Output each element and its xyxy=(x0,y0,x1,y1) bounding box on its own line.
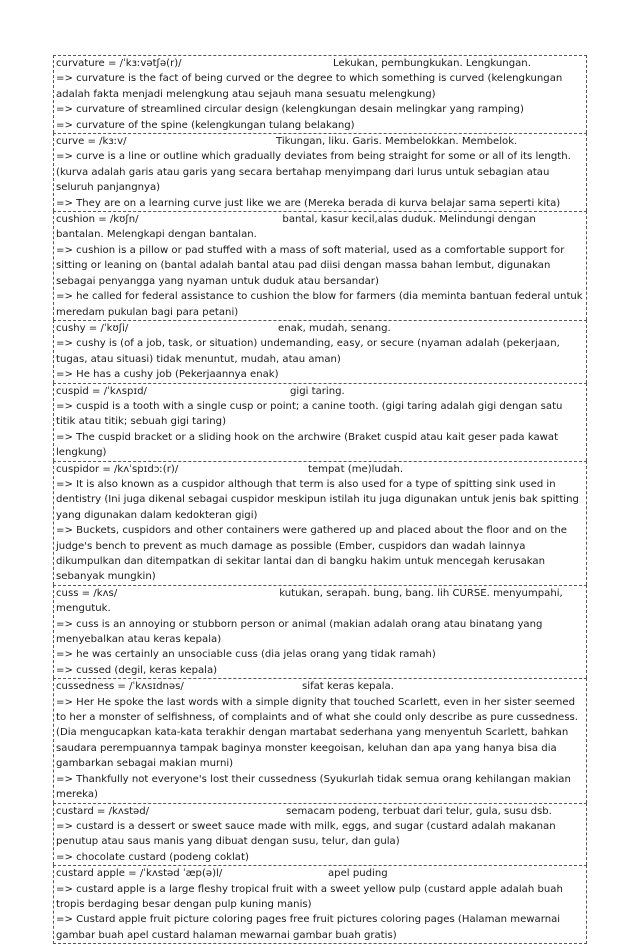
entry-term: custard = /kʌstəd/ xyxy=(56,805,150,817)
entry-line: => Custard apple fruit picture coloring pages free fruit pictures coloring pages (Halaman mewarnai gambar buah apel custard halaman mewarnai gambar buah gratis) xyxy=(56,914,561,941)
entry-head xyxy=(56,679,584,694)
entry-meaning: sifat keras kepala. xyxy=(302,681,394,693)
entry-line: => curvature of streamlined circular design (kelengkungan desain melingkar yang ramping) xyxy=(56,104,524,116)
entry-head xyxy=(56,804,584,819)
entry-head xyxy=(56,384,584,399)
entry-line: => cuspid is a tooth with a single cusp or point; a canine tooth. (gigi taring adalah gigi dengan satu titik atau titik; sebuah gigi taring) xyxy=(56,400,563,428)
entry-custard-apple xyxy=(53,865,587,944)
entry-head xyxy=(56,866,584,881)
entry-meaning: Lekukan, pembungkukan. Lengkungan. xyxy=(333,58,531,69)
dictionary-page xyxy=(53,55,587,944)
entry-head xyxy=(56,586,584,617)
entry-cuss xyxy=(53,585,587,678)
entry-line: => He has a cushy job (Pekerjaannya enak) xyxy=(56,369,279,381)
entry-meaning: kutukan, serapah. bung, bang. lih CURSE. menyumpahi, mengutuk. xyxy=(56,587,563,615)
entry-line: => Her He spoke the last words with a simple dignity that touched Scarlett, even in her sister seemed to her a monster of selfishness, of complaints and of what she could only describe as pure cussedness. (Dia mengucapkan kata-kata terakhir dengan martabat sederhana yang menyentuh Scarlett, bahkan saudara perempuannya tampak baginya monster keegoisan, keluhan dan apa yang hanya bisa dia gambarkan sebagai makian murni) xyxy=(56,696,578,770)
entry-line: => curve is a line or outline which gradually deviates from being straight for some or all of its length. (kurva adalah garis atau garis yang secara bertahap menyimpang dari lurus untuk sebagian atau seluruh panjangnya) xyxy=(56,151,571,194)
entry-meaning: Tikungan, liku. Garis. Membelokkan. Membelok. xyxy=(276,136,518,148)
entry-cushy xyxy=(53,320,587,383)
entry-head xyxy=(56,134,584,149)
entry-line: => Buckets, cuspidors and other containers were gathered up and placed about the floor and on the judge's bench to prevent as much damage as possible (Ember, cuspidors dan wadah lainnya dikumpulkan dan ditempatkan di sekitar lantai dan di bangku hakim untuk mencegah kerusakan sebanyak mungkin) xyxy=(56,525,567,583)
entry-term: cuspidor = /kʌˈspɪdɔː(r)/ xyxy=(56,463,179,475)
entry-term: curve = /kɜːv/ xyxy=(56,136,127,148)
entry-term: curvature = /ˈkɜːvətʃə(r)/ xyxy=(56,58,182,69)
entry-line: => custard is a dessert or sweet sauce made with milk, eggs, and sugar (custard adalah makanan penutup atau saus manis yang dibuat dengan susu, telur, dan gula) xyxy=(56,820,556,848)
entry-term: custard apple = /ˈkʌstəd ˈæp(ə)l/ xyxy=(56,868,223,880)
entry-line: => cussed (degil, keras kepala) xyxy=(56,664,218,676)
entry-line: => They are on a learning curve just like we are (Mereka berada di kurva belajar sama seperti kita) xyxy=(56,197,561,209)
entry-meaning: apel puding xyxy=(328,868,388,880)
entry-curvature xyxy=(53,55,587,133)
entry-line: => curvature of the spine (kelengkungan tulang belakang) xyxy=(56,119,355,131)
entry-term: cussedness = /ˈkʌsɪdnəs/ xyxy=(56,681,184,693)
entry-line: => It is also known as a cuspidor although that term is also used for a type of spitting sink used in dentistry (Ini juga dikenal sebagai cuspidor meskipun istilah itu juga digunakan untuk jenis bak spitting yang digunakan dalam kedokteran gigi) xyxy=(56,478,579,521)
entry-meaning: tempat (me)ludah. xyxy=(308,463,404,475)
entry-line: => The cuspid bracket or a sliding hook on the archwire (Braket cuspid atau kait geser pada kawat lengkung) xyxy=(56,431,559,459)
entry-line: => curvature is the fact of being curved or the degree to which something is curved (kelengkungan adalah fakta menjadi melengkung atau sejauh mana sesuatu melengkung) xyxy=(56,73,563,100)
entry-meaning: bantal, kasur kecil,alas duduk. Melindungi dengan bantalan. Melengkapi dengan bantalan. xyxy=(56,214,536,241)
entry-line: => he was certainly an unsociable cuss (dia jelas orang yang tidak ramah) xyxy=(56,649,436,661)
entry-line: => he called for federal assistance to cushion the blow for farmers (dia meminta bantuan federal untuk meredam pukulan bagi para petani) xyxy=(56,291,583,318)
entry-term: cuss = /kʌs/ xyxy=(56,587,118,599)
entry-head xyxy=(56,212,584,243)
entry-line: => cuss is an annoying or stubborn person or animal (makian adalah orang atau binatang yang menyebalkan atau keras kepala) xyxy=(56,618,543,646)
entry-meaning: semacam podeng, terbuat dari telur, gula, susu dsb. xyxy=(286,805,552,817)
entry-meaning: gigi taring. xyxy=(290,385,345,397)
entry-line: => cushy is (of a job, task, or situation) undemanding, easy, or secure (nyaman adalah (pekerjaan, tugas, atau situasi) tidak menuntut, mudah, atau aman) xyxy=(56,338,560,365)
entry-head xyxy=(56,56,584,71)
entry-line: => chocolate custard (podeng coklat) xyxy=(56,851,249,863)
entry-cussedness xyxy=(53,678,587,802)
entry-term: cushion = /kʊʃn/ xyxy=(56,214,139,226)
entry-line: => Thankfully not everyone's lost their cussedness (Syukurlah tidak semua orang kehilangan makian mereka) xyxy=(56,773,571,801)
entry-meaning: enak, mudah, senang. xyxy=(278,322,391,334)
entry-cushion xyxy=(53,211,587,320)
entry-head xyxy=(56,462,584,477)
entry-term: cushy = /ˈkʊʃi/ xyxy=(56,322,129,334)
entry-line: => cushion is a pillow or pad stuffed with a mass of soft material, used as a comfortable support for sitting or leaning on (bantal adalah bantal atau pad diisi dengan massa bahan lembut, digunakan sebagai penyangga yang nyaman untuk duduk atau bersandar) xyxy=(56,244,565,287)
entry-head xyxy=(56,321,584,336)
entry-cuspidor xyxy=(53,461,587,585)
entry-curve xyxy=(53,133,587,211)
entry-term: cuspid = /ˈkʌspɪd/ xyxy=(56,385,147,397)
entry-custard xyxy=(53,803,587,866)
entry-cuspid xyxy=(53,383,587,461)
entry-line: => custard apple is a large fleshy tropical fruit with a sweet yellow pulp (custard apple adalah buah tropis berdaging besar dengan pulp kuning manis) xyxy=(56,883,563,910)
